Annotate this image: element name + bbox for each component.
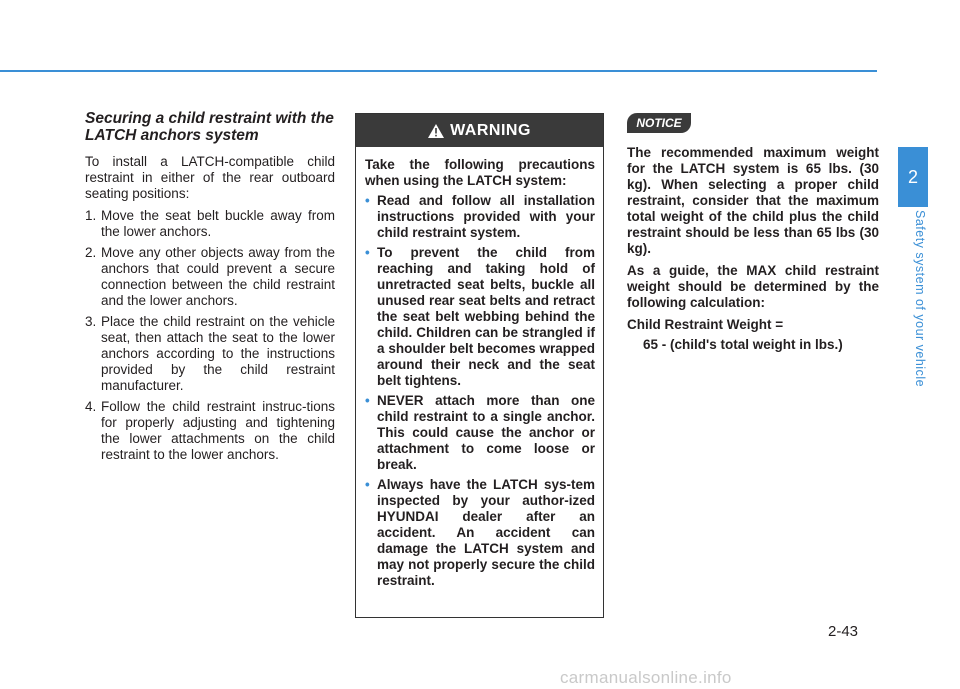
warning-box [355, 113, 604, 618]
bullet-icon: • [365, 245, 370, 260]
step-number: 3. [85, 314, 97, 329]
bullet-icon: • [365, 477, 370, 492]
formula-value: 65 - (child's total weight in lbs.) [643, 337, 843, 352]
warning-header [356, 114, 603, 147]
warning-item-text: Read and follow all installation instructions provided with your child restraint system. [377, 193, 595, 240]
step-text: Move any other objects away from the anchors that could prevent a secure connection between the child restraint and the lower anchors. [101, 245, 335, 308]
warning-list [365, 193, 595, 589]
warning-title: WARNING [450, 121, 531, 139]
steps-list [85, 208, 335, 463]
warning-item [365, 393, 595, 473]
warning-item-text: NEVER attach more than one child restraint to a single anchor. This could cause the anchor or attachment to come loose or break. [377, 393, 595, 472]
page-number: 2-43 [828, 623, 859, 640]
warning-item [365, 477, 595, 589]
warning-item-text: Always have the LATCH sys-tem inspected by your author-ized HYUNDAI dealer after an accident. An accident can damage the LATCH system and may not properly secure the child restraint. [377, 477, 595, 588]
step-text: Move the seat belt buckle away from the lower anchors. [101, 208, 335, 239]
warning-item [365, 193, 595, 241]
step-item [85, 314, 335, 394]
left-column [85, 110, 335, 468]
step-number: 1. [85, 208, 97, 223]
step-number: 2. [85, 245, 97, 260]
intro-text: To install a LATCH-compatible child restraint in either of the rear outboard seating positions: [85, 154, 335, 201]
notice-badge: NOTICE [627, 113, 691, 133]
warning-item-text: To prevent the child from reaching and taking hold of unretracted seat belts, buckle all unused rear seat belts and retract the seat belt webbing behind the child. Children can be strangled if a shoulder belt becomes wrapped around their neck and the seat belt tightens. [377, 245, 595, 388]
section-title: Securing a child restraint with the LATCH anchors system [85, 110, 334, 144]
formula-label: Child Restraint Weight = [627, 317, 784, 332]
step-item [85, 245, 335, 309]
step-text: Follow the child restraint instruc-tions for properly adjusting and tightening the lower attachments on the child restraint to the lower anchors. [101, 399, 335, 462]
step-text: Place the child restraint on the vehicle seat, then attach the seat to the lower anchors according to the instructions provided by the child restraint manufacturer. [101, 314, 335, 393]
watermark: carmanualsonline.info [560, 668, 732, 687]
warning-item [365, 245, 595, 389]
notice-paragraph: As a guide, the MAX child restraint weight should be determined by the following calculation: [627, 263, 879, 310]
step-item [85, 399, 335, 463]
step-item [85, 208, 335, 240]
chapter-label [913, 210, 927, 400]
notice-paragraph: The recommended maximum weight for the LATCH system is 65 lbs. (30 kg). When selecting a proper child restraint, consider that the maximum total weight of the child plus the child restraint should be less than 65 lbs (30 kg). [627, 145, 879, 256]
notice-column [627, 145, 879, 359]
chapter-tab: 2 [898, 147, 928, 207]
warning-body [356, 147, 603, 589]
bullet-icon: • [365, 193, 370, 208]
formula-block [627, 317, 879, 353]
step-number: 4. [85, 399, 97, 414]
bullet-icon: • [365, 393, 370, 408]
top-rule [0, 70, 877, 72]
warning-intro: Take the following precautions when using the LATCH system: [365, 157, 595, 188]
chapter-label-text: Safety system of your vehicle [913, 210, 927, 388]
warning-triangle-icon [428, 124, 444, 138]
